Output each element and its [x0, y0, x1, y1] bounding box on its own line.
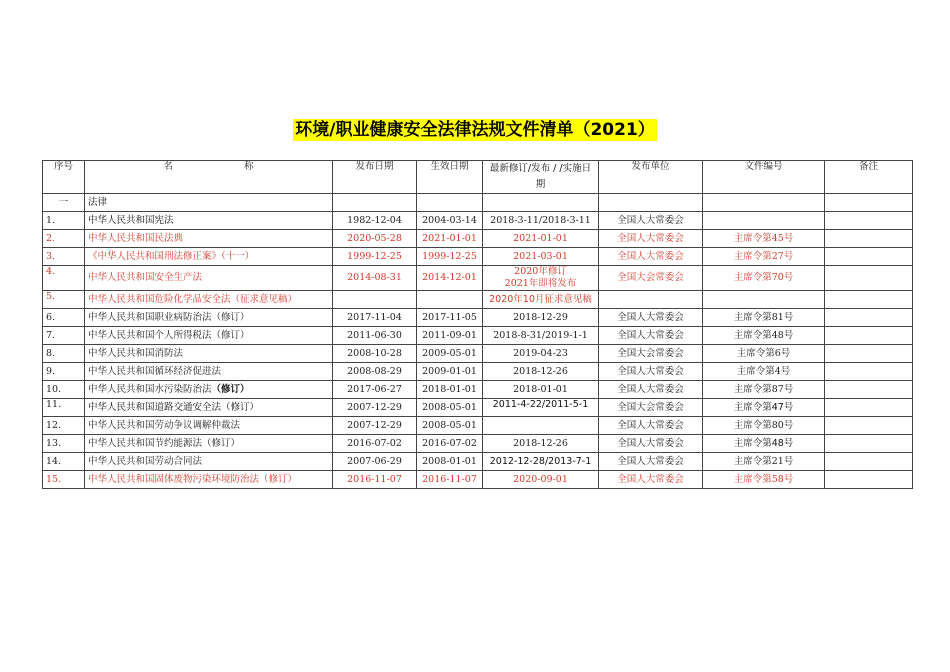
row-doc-number: 主席令第6号 [703, 345, 825, 363]
row-effective-date: 2018-01-01 [417, 381, 483, 399]
row-publish-date: 2007-12-29 [333, 417, 417, 435]
table-row [43, 435, 913, 453]
row-issuer: 全国人大常委会 [599, 381, 703, 399]
row-name: 中华人民共和国职业病防治法（修订） [85, 309, 333, 327]
row-effective-date: 2008-05-01 [417, 399, 483, 417]
row-doc-number [703, 291, 825, 309]
row-latest-revision: 2020年10月征求意见稿 [483, 291, 599, 309]
row-doc-number: 主席令第21号 [703, 453, 825, 471]
table-row [43, 471, 913, 489]
row-publish-date: 2007-06-29 [333, 453, 417, 471]
row-latest-revision: 2012-12-28/2013-7-1 [483, 453, 599, 471]
row-no: 2. [43, 230, 85, 248]
row-latest-revision: 2020-09-01 [483, 471, 599, 489]
table-row [43, 453, 913, 471]
table-row [43, 309, 913, 327]
revision-line-2: 2021年即将发布 [504, 278, 577, 289]
row-issuer: 全国人大常委会 [599, 212, 703, 230]
header-issuer: 发布单位 [599, 161, 703, 194]
row-name: 中华人民共和国劳动争议调解仲裁法 [85, 417, 333, 435]
row-effective-date: 2016-07-02 [417, 435, 483, 453]
table-row [43, 363, 913, 381]
row-issuer: 全国人大常委会 [599, 230, 703, 248]
regulations-table [42, 160, 913, 489]
table-row [43, 266, 913, 291]
row-doc-number: 主席令第48号 [703, 435, 825, 453]
table-header-row [43, 161, 913, 194]
document-title [0, 115, 950, 140]
header-no: 序号 [43, 161, 85, 194]
row-name: 中华人民共和国循环经济促进法 [85, 363, 333, 381]
row-publish-date: 2017-06-27 [333, 381, 417, 399]
row-latest-revision: 2018-3-11/2018-3-11 [483, 212, 599, 230]
section-name: 法律 [85, 194, 333, 212]
row-no: 9. [43, 363, 85, 381]
row-remark [825, 327, 913, 345]
row-no: 7. [43, 327, 85, 345]
row-publish-date: 2011-06-30 [333, 327, 417, 345]
row-name: 中华人民共和国劳动合同法 [85, 453, 333, 471]
row-effective-date: 2009-05-01 [417, 345, 483, 363]
header-effective-date: 生效日期 [417, 161, 483, 194]
row-doc-number: 主席令第47号 [703, 399, 825, 417]
row-latest-revision: 2018-12-26 [483, 435, 599, 453]
row-no: 15. [43, 471, 85, 489]
row-no: 5. [43, 291, 85, 309]
row-issuer: 全国人大常委会 [599, 309, 703, 327]
row-effective-date: 2008-01-01 [417, 453, 483, 471]
row-latest-revision [483, 417, 599, 435]
row-publish-date: 2017-11-04 [333, 309, 417, 327]
row-issuer: 全国人大常委会 [599, 327, 703, 345]
row-latest-revision: 2018-8-31/2019-1-1 [483, 327, 599, 345]
row-effective-date: 2009-01-01 [417, 363, 483, 381]
row-doc-number: 主席令第4号 [703, 363, 825, 381]
row-effective-date: 2011-09-01 [417, 327, 483, 345]
row-doc-number: 主席令第87号 [703, 381, 825, 399]
row-name: 中华人民共和国节约能源法（修订） [85, 435, 333, 453]
header-latest-revision: 最新修订/发布 / /实施日期 [483, 161, 599, 194]
row-publish-date: 2008-10-28 [333, 345, 417, 363]
row-doc-number: 主席令第27号 [703, 248, 825, 266]
row-doc-number: 主席令第48号 [703, 327, 825, 345]
row-name: 中华人民共和国宪法 [85, 212, 333, 230]
row-no: 1. [43, 212, 85, 230]
header-publish-date: 发布日期 [333, 161, 417, 194]
row-remark [825, 212, 913, 230]
row-doc-number: 主席令第45号 [703, 230, 825, 248]
row-name: 中华人民共和国道路交通安全法（修订） [85, 399, 333, 417]
row-publish-date: 2016-07-02 [333, 435, 417, 453]
row-latest-revision: 2018-12-26 [483, 363, 599, 381]
row-remark [825, 291, 913, 309]
row-no: 3. [43, 248, 85, 266]
row-name [85, 381, 333, 399]
row-issuer: 全国人大常委会 [599, 471, 703, 489]
row-remark [825, 309, 913, 327]
row-issuer: 全国大会常委会 [599, 266, 703, 291]
row-issuer: 全国人大常委会 [599, 453, 703, 471]
table-row [43, 248, 913, 266]
table-row [43, 327, 913, 345]
row-doc-number: 主席令第58号 [703, 471, 825, 489]
row-publish-date: 2014-08-31 [333, 266, 417, 291]
row-remark [825, 266, 913, 291]
row-name: 中华人民共和国固体废物污染环境防治法（修订） [85, 471, 333, 489]
row-effective-date: 2014-12-01 [417, 266, 483, 291]
row-remark [825, 471, 913, 489]
row-remark [825, 435, 913, 453]
row-publish-date: 2007-12-29 [333, 399, 417, 417]
row-no: 12. [43, 417, 85, 435]
row-no: 4. [43, 266, 85, 291]
row-effective-date: 2021-01-01 [417, 230, 483, 248]
row-publish-date: 2016-11-07 [333, 471, 417, 489]
table-row [43, 291, 913, 309]
row-doc-number: 主席令第80号 [703, 417, 825, 435]
row-name-text: 中华人民共和国水污染防治法 [88, 383, 212, 395]
row-latest-revision: 2021-03-01 [483, 248, 599, 266]
row-remark [825, 363, 913, 381]
row-remark [825, 453, 913, 471]
row-name-suffix: （修订） [211, 383, 250, 395]
row-issuer: 全国大会常委会 [599, 399, 703, 417]
row-issuer: 全国人大常委会 [599, 435, 703, 453]
row-remark [825, 248, 913, 266]
row-effective-date [417, 291, 483, 309]
row-latest-revision: 2018-12-29 [483, 309, 599, 327]
row-name: 《中华人民共和国刑法修正案》（十一） [85, 248, 333, 266]
row-effective-date: 2016-11-07 [417, 471, 483, 489]
row-latest-revision: 2019-04-23 [483, 345, 599, 363]
row-remark [825, 417, 913, 435]
row-name: 中华人民共和国个人所得税法（修订） [85, 327, 333, 345]
row-effective-date: 1999-12-25 [417, 248, 483, 266]
header-name-a: 名 [163, 161, 173, 172]
row-doc-number [703, 212, 825, 230]
table-row [43, 212, 913, 230]
row-issuer: 全国人大常委会 [599, 363, 703, 381]
table-row [43, 381, 913, 399]
row-no: 6. [43, 309, 85, 327]
row-remark [825, 399, 913, 417]
row-latest-revision [483, 266, 599, 291]
row-remark [825, 381, 913, 399]
table-row [43, 417, 913, 435]
row-publish-date: 2020-05-28 [333, 230, 417, 248]
header-remark: 备注 [825, 161, 913, 194]
table-row [43, 399, 913, 417]
row-latest-revision: 2021-01-01 [483, 230, 599, 248]
row-publish-date: 1999-12-25 [333, 248, 417, 266]
row-name: 中华人民共和国消防法 [85, 345, 333, 363]
row-remark [825, 230, 913, 248]
table-row [43, 345, 913, 363]
row-effective-date: 2017-11-05 [417, 309, 483, 327]
revision-line-1: 2020年修订 [514, 266, 567, 277]
row-latest-revision: 2011-4-22/2011-5-1 [483, 399, 599, 417]
row-issuer: 全国人大常委会 [599, 417, 703, 435]
row-publish-date: 1982-12-04 [333, 212, 417, 230]
row-issuer: 全国大会常委会 [599, 345, 703, 363]
row-no: 10. [43, 381, 85, 399]
row-effective-date: 2004-03-14 [417, 212, 483, 230]
section-row [43, 194, 913, 212]
row-no: 13. [43, 435, 85, 453]
title-text: 环境/职业健康安全法律法规文件清单（2021） [295, 120, 655, 140]
row-remark [825, 345, 913, 363]
table-row [43, 230, 913, 248]
row-publish-date [333, 291, 417, 309]
row-name: 中华人民共和国民法典 [85, 230, 333, 248]
row-issuer: 全国人大常委会 [599, 248, 703, 266]
row-issuer [599, 291, 703, 309]
row-no: 14. [43, 453, 85, 471]
header-name-b: 称 [243, 161, 254, 172]
row-effective-date: 2008-05-01 [417, 417, 483, 435]
row-no: 11. [43, 399, 85, 417]
row-name: 中华人民共和国安全生产法 [85, 266, 333, 291]
section-no: 一 [43, 194, 85, 212]
row-no: 8. [43, 345, 85, 363]
header-doc-number: 文件编号 [703, 161, 825, 194]
row-publish-date: 2008-08-29 [333, 363, 417, 381]
header-name [85, 161, 333, 194]
row-doc-number: 主席令第81号 [703, 309, 825, 327]
row-doc-number: 主席令第70号 [703, 266, 825, 291]
row-name: 中华人民共和国危险化学品安全法（征求意见稿） [85, 291, 333, 309]
row-latest-revision: 2018-01-01 [483, 381, 599, 399]
